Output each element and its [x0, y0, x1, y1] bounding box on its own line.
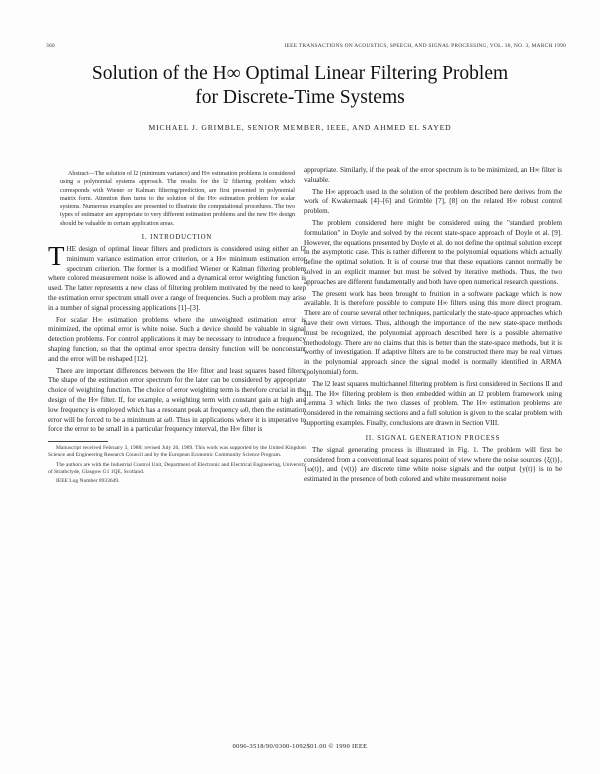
- footnote-divider: [48, 441, 108, 442]
- right-paragraph-1: appropriate. Similarly, if the peak of the error spectrum is to be minimized, an H∞ filter is valuable.: [304, 166, 562, 184]
- left-column: [48, 170, 306, 487]
- abstract-text: Abstract—The solution of l2 (minimum variance) and H∞ estimation problems is considered using a polynomial systems approach. The results for the l2 filtering problem which corresponds with Wiener or Kalman filtering/prediction, are first presented in polynomial matrix form. Attention then turns to the solution of the H∞ estimation problem for scalar systems. Numerous examples are presented to illustrate the computational procedures. The two types of estimator are appropriate to very different estimation problems and the new H∞ design should be valuable in certain application areas.: [60, 171, 295, 227]
- intro-paragraph-2: For scalar H∞ estimation problems where the unweighted estimation error is minimized, the optimal error is white noise. Such a device should be valuable in signal detection problems. For control applications it may be necessary to introduce a frequency shaping function, so that the optimal error spectra density function will be nonconstant and the error will be reshaped [12].: [48, 315, 306, 363]
- right-paragraph-2: The H∞ approach used in the solution of the problem described here derives from the work of Kwakernaak [4]–[6] and Grimble [7], [8] on the related H∞ robust control problem.: [304, 187, 562, 216]
- journal-header: IEEE TRANSACTIONS ON ACOUSTICS, SPEECH, AND SIGNAL PROCESSING, VOL. 38, NO. 3, MARCH 1990: [284, 43, 566, 49]
- section-heading-introduction: I. INTRODUCTION: [141, 234, 213, 242]
- drop-cap: T: [48, 241, 65, 272]
- copyright-line: 0096-3518/90/0300-1092$01.00 © 1990 IEEE: [232, 743, 368, 750]
- footnote-manuscript: Manuscript received February 3, 1988; revised July 26, 1989. This work was supported by the United Kingdom Science and Engineering Research Council and by the European Economic Community Science Program.: [48, 445, 306, 459]
- authors: MICHAEL J. GRIMBLE, SENIOR MEMBER, IEEE, AND AHMED EL SAYED: [148, 123, 452, 132]
- paper-title: [40, 62, 560, 110]
- title-line-2: for Discrete-Time Systems: [195, 87, 405, 108]
- right-column: [304, 166, 562, 487]
- right-paragraph-6: The signal generating process is illustrated in Fig. 1. The problem will first be considered from a conventional least squares point of view where the noise sources {ξ(t)}, {ω(t)}, and {v(t)} are discrete time white noise signals and the output {y(t)} is to be estimated in the presence of both colored and white measurement noise: [304, 445, 562, 484]
- footnote: [48, 445, 306, 485]
- intro-paragraph-1-text: HE design of optimal linear filters and predictors is considered using either an l2 minimum variance estimation error criterion, or a H∞ minimum estimation error spectrum criterion. The former is a modified Wiener or Kalman filtering problem where colored measurement noise is allowed and a dynamical error weighting function is used. The latter represents a new class of filtering problem motivated by the need to keep the estimation error spectrum small over a range of frequencies. Such a problem may arise in a number of signal processing applications [1]–[3].: [48, 245, 306, 312]
- right-paragraph-4: The present work has been brought to fruition in a software package which is now available. It is therefore possible to compute H∞ filters using this more direct program. There are of course several other techniques, particularly the state-space approaches which have their own virtues. Thus, although the importance of the new state-space methods must be recognized, the polynomial approach described here is a possible alternative methodology. There are no claims that this is better than the state-space methods, but it is worthy of investigation. If adaptive filters are to be constructed there may be real virtues in the polynomial approach since the signal model is normally identified in ARMA (polynomial) form.: [304, 289, 562, 376]
- abstract: [60, 170, 295, 228]
- footnote-log-number: IEEE Log Number 8933649.: [56, 478, 120, 485]
- title-line-1: Solution of the H∞ Optimal Linear Filtering Problem: [91, 63, 509, 84]
- section-heading-signal-generation: II. SIGNAL GENERATION PROCESS: [365, 434, 501, 442]
- page-number: 360: [46, 43, 55, 49]
- footnote-affiliation: The authors are with the Industrial Control Unit, Department of Electronic and Electrical Engineering, University of Strathclyde, Glasgow G1 1QE, Scotland.: [48, 461, 306, 475]
- running-header: [46, 43, 566, 49]
- right-paragraph-5: The l2 least squares multichannel filtering problem is first considered in Sections II and III. The H∞ filtering problem is then embedded within an l2 problem framework using Lemma 3 which links the two classes of problem. The H∞ estimation problems are considered in the remaining sections and a full solution is given to the scalar problem with supporting examples. Finally, conclusions are drawn in Section VIII.: [304, 379, 562, 427]
- right-paragraph-3: The problem considered here might be considered using the "standard problem formulation" in Doyle and solved by the recent state-space approach of Doyle et al. [9]. However, the equations presented by Doyle et al. do not define the optimal solution except in the asymptotic case. This is rather different to the polynomial equations which actually define the optimal solution. It is of course true that these equations cannot normally be solved in an explicit manner but must be solved by iterative methods. Thus, the two approaches are different fundamentally and both have open numerical research questions.: [304, 218, 562, 286]
- intro-paragraph-1: [48, 241, 306, 314]
- intro-paragraph-3: There are important differences between the H∞ filter and least squares based filters. The shape of the estimation error spectrum for the later can be considered by appropriate choice of weighting function. The choice of error weighting term is therefore crucial in the design of the H∞ filter. If, for example, a weighting term with constant gain at high and low frequency is employed which has a resonant peak at frequency ω0, then the estimation error will be forced to be a minimum at ω0. Thus in applications where it is imperative to force the error to be small in a particular frequency interval, the H∞ filter is: [48, 366, 306, 434]
